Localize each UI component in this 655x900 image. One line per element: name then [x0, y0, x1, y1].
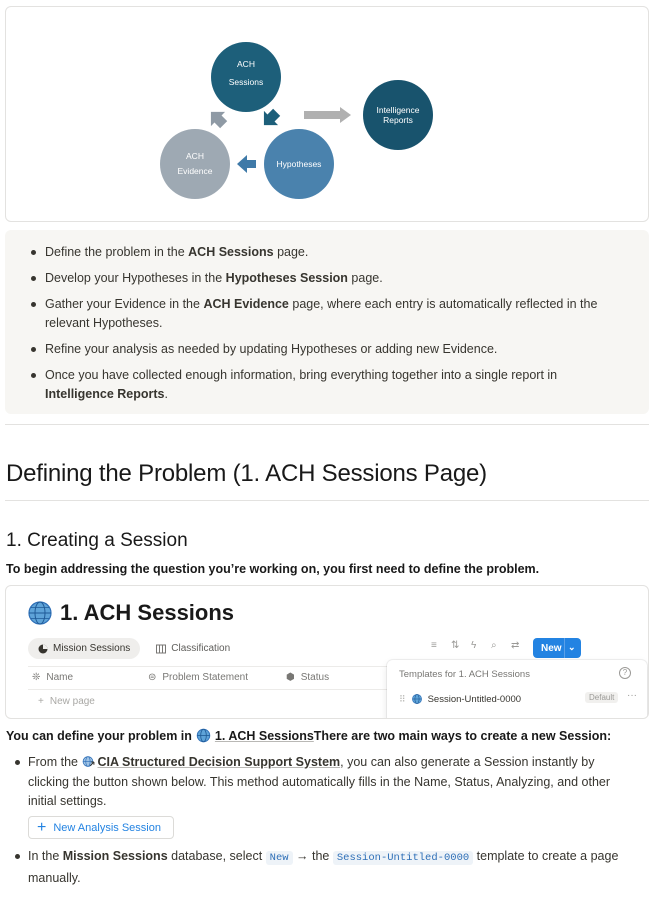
- node-ach-evidence-line2: Evidence: [177, 166, 213, 176]
- board-icon: [156, 644, 166, 654]
- workflow-diagram-svg: [6, 7, 650, 223]
- item-text: , you can also generate a Session instantly by clicking the button shown below. This method automatically fills in the Name, Status, Analyzing, and other initial settings.: [28, 755, 611, 808]
- column-label: Status: [300, 672, 330, 683]
- item-text: database, select: [167, 849, 266, 863]
- workflow-step: Define the problem in the ACH Sessions page.: [27, 243, 629, 262]
- workflow-diagram: [5, 6, 649, 222]
- templates-popover: [387, 660, 647, 719]
- gear-icon: ❊: [32, 672, 41, 683]
- database-toolbar: [431, 640, 521, 650]
- page-heading-defining-problem: Defining the Problem (1. ACH Sessions Page): [6, 460, 487, 487]
- item-text: In the: [28, 849, 63, 863]
- template-name: Session-Untitled-0000: [427, 693, 522, 705]
- workflow-step: Refine your analysis as needed by updating Hypotheses or adding new Evidence.: [27, 340, 629, 359]
- new-page-label: New page: [49, 696, 95, 707]
- workflow-step: Gather your Evidence in the ACH Evidence page, where each entry is automatically reflected in the relevant Hypotheses.: [27, 295, 629, 333]
- embed-title-text: 1. ACH Sessions: [60, 600, 235, 625]
- new-analysis-session-button[interactable]: [28, 816, 174, 839]
- workflow-step: Once you have collected enough information, bring everything together into a single report in Intelligence Reports.: [27, 366, 629, 404]
- search-icon[interactable]: ⌕: [491, 640, 497, 651]
- code-new: New: [266, 851, 293, 865]
- embed-page-title: [28, 600, 234, 626]
- column-label: Name: [46, 672, 74, 683]
- tab-classification[interactable]: [146, 638, 240, 659]
- filter-icon[interactable]: ≡: [431, 640, 437, 651]
- item-text: → the: [292, 849, 333, 863]
- tab-label: Mission Sessions: [53, 643, 131, 654]
- node-intelligence-reports-line1: Intelligence: [376, 105, 420, 115]
- tab-mission-sessions[interactable]: [28, 638, 140, 659]
- new-button-separator: [564, 638, 565, 658]
- define-problem-paragraph: [6, 728, 611, 743]
- ach-sessions-link[interactable]: 1. ACH Sessions: [214, 728, 314, 743]
- template-item[interactable]: [399, 690, 639, 708]
- button-label: New Analysis Session: [53, 821, 161, 834]
- item-text: template to create a page manually.: [28, 849, 619, 885]
- tab-label: Classification: [171, 643, 231, 654]
- node-ach-evidence: [160, 129, 230, 199]
- section-divider: [5, 424, 649, 425]
- code-template-name: Session-Untitled-0000: [333, 851, 473, 865]
- automation-icon[interactable]: ϟ: [471, 640, 477, 651]
- drag-handle-icon[interactable]: ⠿: [399, 693, 406, 704]
- robot-icon: ⊜: [148, 672, 157, 683]
- method-item: [12, 847, 637, 888]
- workflow-step: Develop your Hypotheses in the Hypotheses Session page.: [27, 269, 629, 288]
- more-icon[interactable]: ···: [627, 690, 637, 701]
- new-page-row[interactable]: [38, 696, 95, 707]
- hexagon-icon: ⬢: [286, 672, 295, 683]
- sort-icon[interactable]: ⇅: [451, 640, 460, 651]
- view-tabs: [28, 638, 240, 659]
- para-text: You can define your problem in: [6, 728, 192, 743]
- new-button[interactable]: [533, 638, 581, 658]
- globe-link-icon: [82, 755, 95, 768]
- method-list-1: [12, 753, 637, 812]
- node-ach-sessions-line1: ACH: [237, 59, 255, 69]
- default-badge: Default: [585, 692, 618, 703]
- heading-underline: [5, 500, 649, 501]
- chevron-down-icon[interactable]: ⌄: [568, 642, 576, 652]
- new-button-label: New: [541, 642, 562, 654]
- item-text: From the: [28, 755, 82, 769]
- mission-sessions-bold: Mission Sessions: [62, 849, 168, 863]
- table-header-bottom-border: [28, 689, 388, 690]
- column-header-name[interactable]: [32, 672, 73, 683]
- pie-chart-icon: [38, 644, 48, 654]
- help-icon[interactable]: ?: [619, 667, 631, 679]
- ach-sessions-screenshot: [5, 585, 649, 719]
- column-header-problem-statement[interactable]: [148, 672, 248, 683]
- arrow-sessions-to-hypotheses: [257, 105, 284, 132]
- workflow-callout: [5, 230, 649, 414]
- cia-system-link[interactable]: CIA Structured Decision Support System: [97, 755, 341, 769]
- settings-icon[interactable]: ⇄: [511, 640, 520, 651]
- globe-icon: [196, 728, 211, 743]
- intro-text: To begin addressing the question you’re working on, you first need to define the problem.: [6, 562, 540, 576]
- method-list-2: [12, 847, 637, 888]
- node-intelligence-reports-line2: Reports: [383, 115, 413, 125]
- column-header-status[interactable]: [286, 672, 329, 683]
- table-header-top-border: [28, 666, 388, 667]
- plus-icon: +: [37, 818, 47, 836]
- method-item: [12, 753, 637, 812]
- arrow-evidence-to-sessions: [204, 105, 231, 132]
- workflow-steps-list: [5, 230, 649, 404]
- para-text: There are two main ways to create a new Session:: [313, 728, 612, 743]
- node-hypotheses-label: Hypotheses: [276, 159, 322, 169]
- arrow-to-intelligence-reports: [304, 107, 351, 123]
- heading-creating-session: 1. Creating a Session: [6, 530, 188, 551]
- column-label: Problem Statement: [162, 672, 248, 683]
- node-ach-sessions-line2: Sessions: [228, 77, 264, 87]
- globe-icon: [28, 601, 52, 625]
- globe-icon: [412, 694, 422, 704]
- arrow-hypotheses-to-evidence: [237, 155, 256, 173]
- templates-title: Templates for 1. ACH Sessions: [399, 669, 530, 680]
- plus-icon: +: [38, 696, 44, 707]
- node-ach-evidence-line1: ACH: [186, 151, 204, 161]
